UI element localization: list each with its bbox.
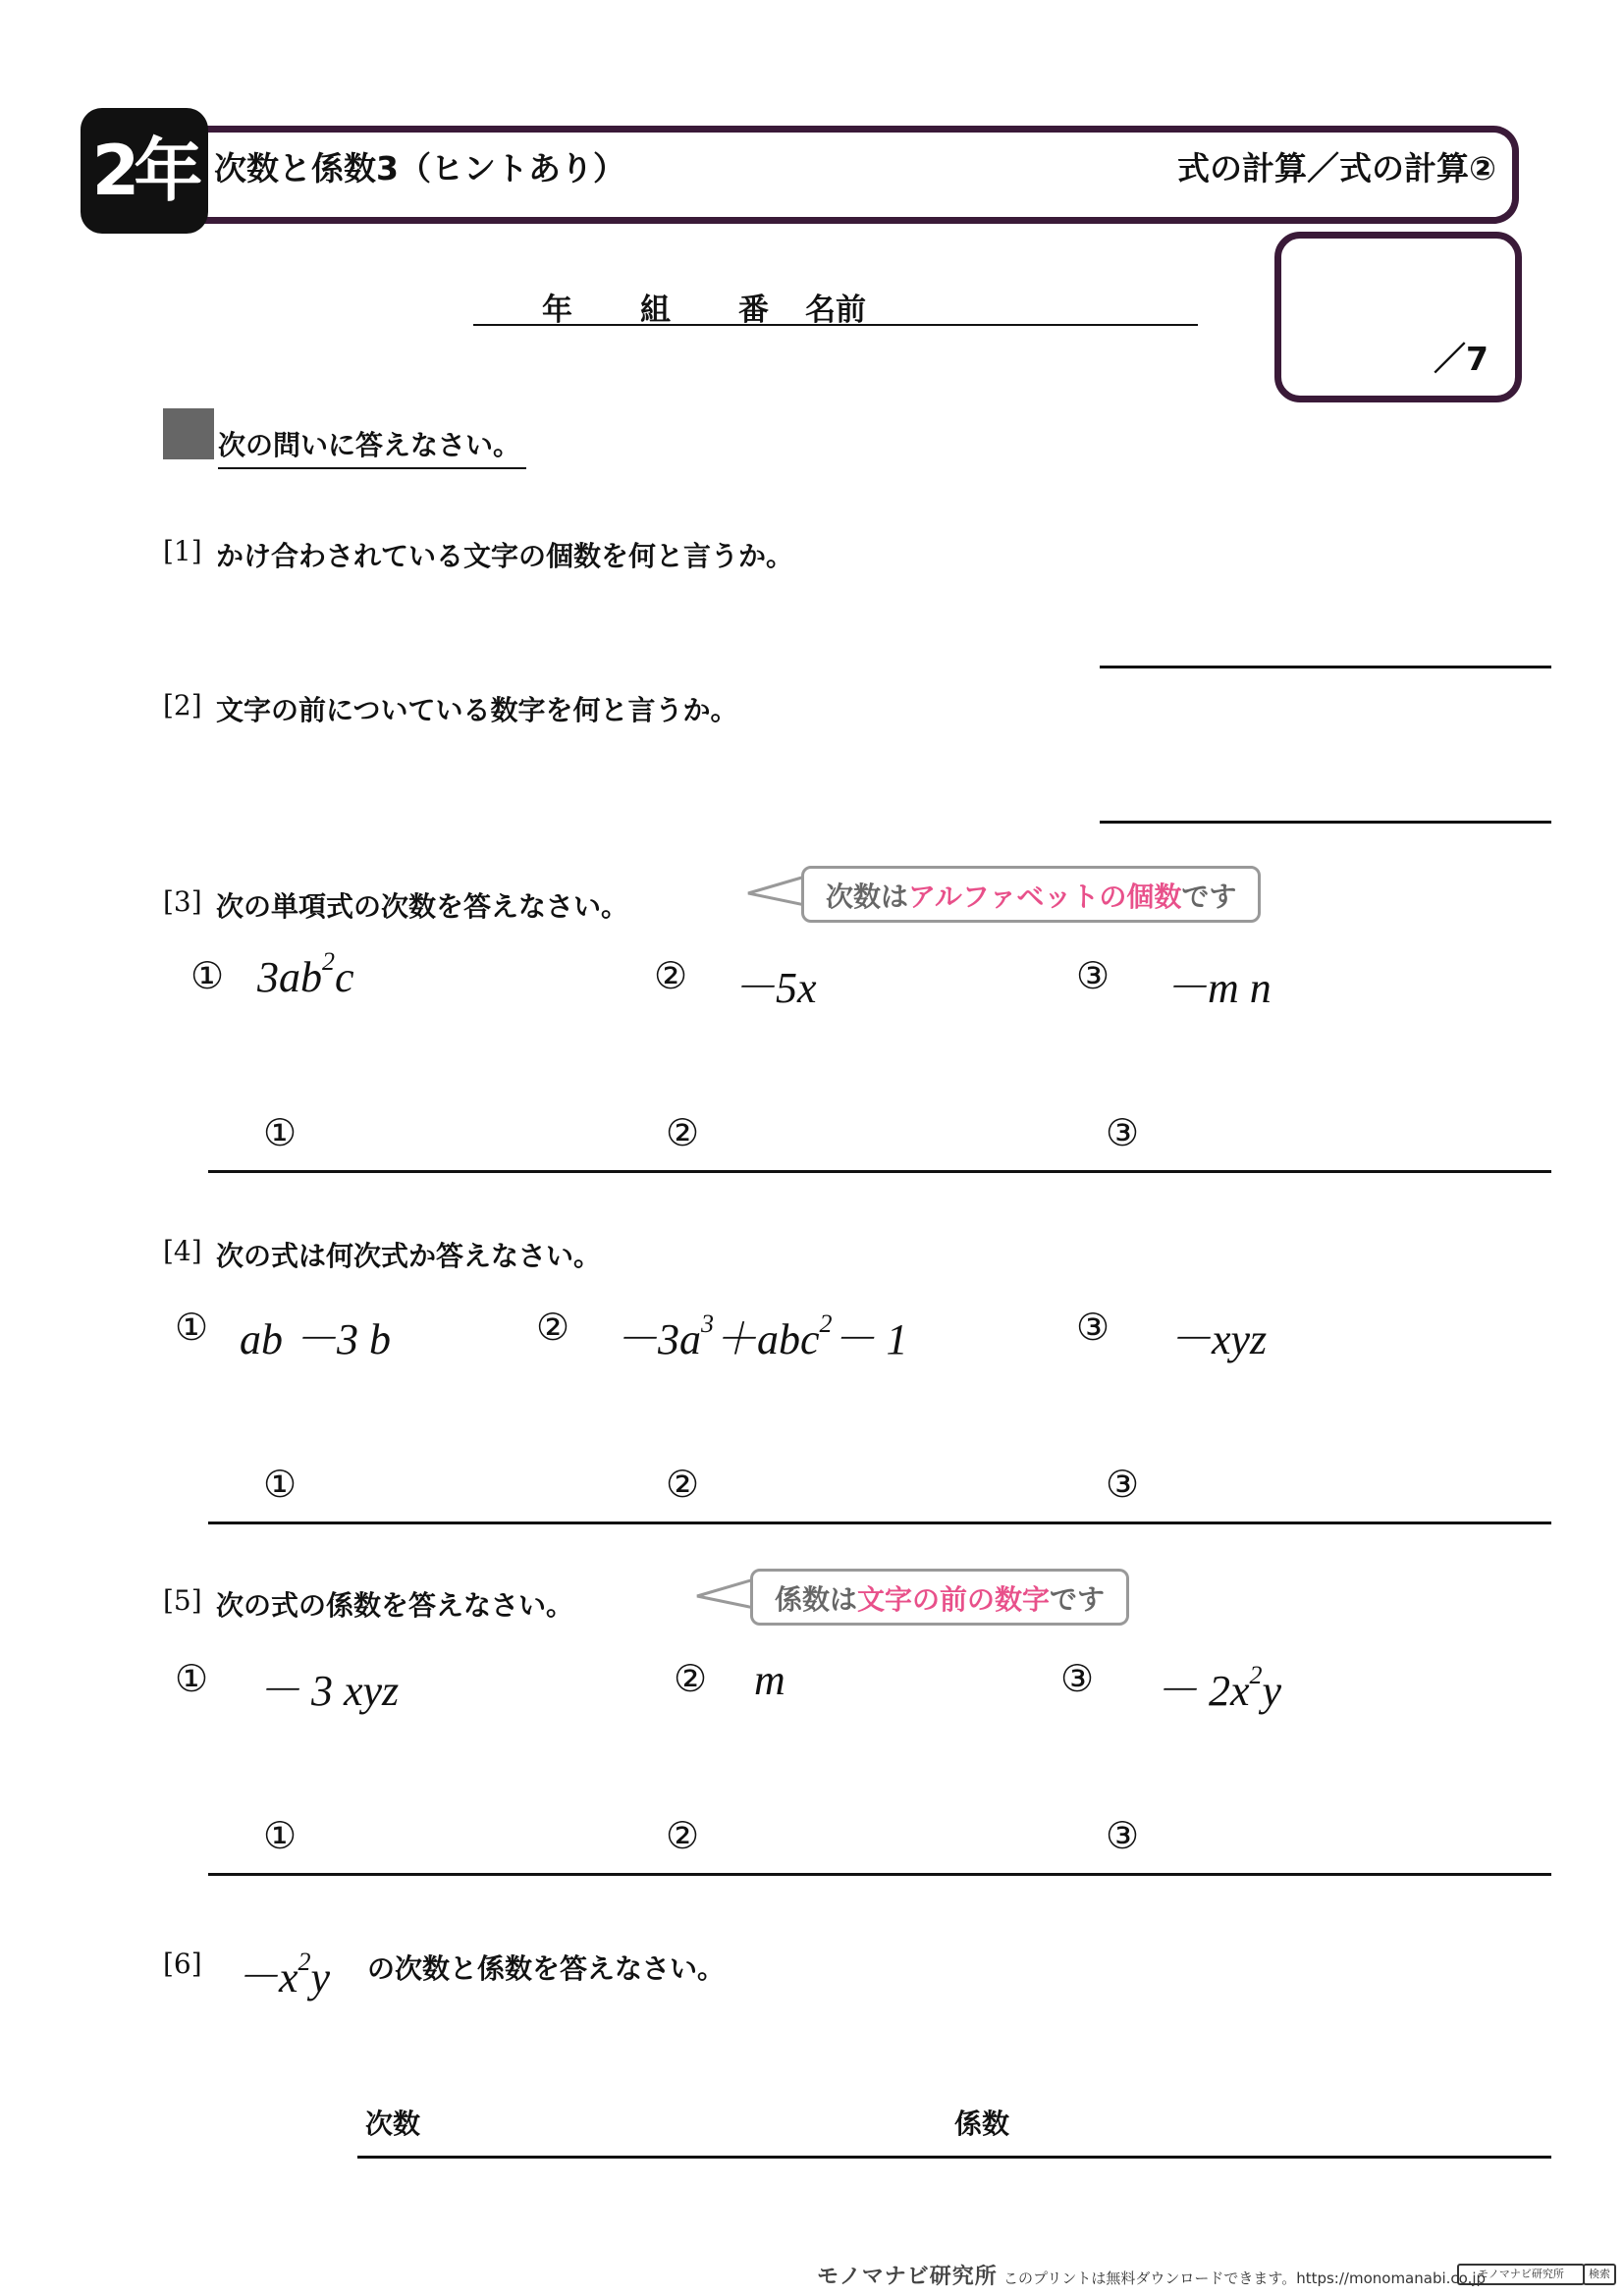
footer-note: このプリントは無料ダウンロードできます。https://monomanabi.co.jp <box>1003 2269 1487 2287</box>
q5-text: 次の式の係数を答えなさい。 <box>216 1589 574 1622</box>
q5-mark-3: ③ <box>1060 1657 1095 1700</box>
q3-expr-1 <box>257 947 354 1002</box>
q6-expr <box>236 1942 330 2004</box>
q5-ans-1[interactable]: ① <box>263 1814 298 1857</box>
worksheet-title: 次数と係数3（ヒントあり） <box>214 149 625 187</box>
q6-coef-label[interactable]: 係数 <box>954 2108 1010 2140</box>
q4-number: [4] <box>163 1235 202 1267</box>
q6-number: [6] <box>163 1948 202 1980</box>
q6-expr-sup: 2 <box>298 1948 311 1976</box>
q4-ans-3[interactable]: ③ <box>1106 1463 1140 1506</box>
q3-hint-a: 次数は <box>826 881 909 913</box>
q4-expr-2-sup2: 2 <box>819 1309 833 1338</box>
q1-number: [1] <box>163 535 202 567</box>
q5-mark-2: ② <box>674 1657 708 1700</box>
q5-hint-b: 文字の前の数字 <box>857 1583 1051 1616</box>
footer-search-button[interactable]: 検索 <box>1583 2264 1616 2285</box>
q4-answer-line <box>208 1522 1551 1524</box>
q6-text: の次数と係数を答えなさい。 <box>367 1952 726 1985</box>
q3-expr-3: －m n <box>1164 964 1272 1012</box>
q1-answer-line[interactable] <box>1100 666 1551 668</box>
hint-pointer <box>746 872 805 911</box>
q5-expr-2: m <box>754 1656 785 1704</box>
q5-ans-2[interactable]: ② <box>666 1814 700 1857</box>
q2-number: [2] <box>163 689 202 721</box>
q2-text: 文字の前についている数字を何と言うか。 <box>216 694 738 726</box>
q5-ans-3[interactable]: ③ <box>1106 1814 1140 1857</box>
q5-hint-a: 係数は <box>775 1583 858 1616</box>
q4-expr-2-sup1: 3 <box>701 1309 714 1338</box>
q4-expr-2-p2: ＋abc <box>714 1315 820 1363</box>
instruction: 次の問いに答えなさい。 <box>218 424 526 469</box>
q4-expr-1: ab －3 b <box>240 1315 391 1363</box>
q3-expr-1-post: c <box>335 953 354 1001</box>
q6-degree-label[interactable]: 次数 <box>365 2108 421 2140</box>
year-label: 年 <box>542 293 572 328</box>
q6-expr-pre: －x <box>236 1953 298 2002</box>
name-label: 名前 <box>805 293 866 328</box>
number-label: 番 <box>738 293 769 328</box>
q4-expr-2-p1: －3a <box>615 1315 701 1363</box>
q4-expr-2-p3: － 1 <box>832 1315 908 1363</box>
score-total: ／7 <box>1434 340 1489 378</box>
q1-text: かけ合わされている文字の個数を何と言うか。 <box>216 540 794 572</box>
section-marker <box>163 408 214 459</box>
unit-label: 式の計算／式の計算② <box>1177 149 1496 187</box>
q3-hint-c: です <box>1181 881 1237 913</box>
q3-hint <box>801 866 1261 923</box>
q3-answer-line <box>208 1170 1551 1173</box>
q5-number: [5] <box>163 1584 202 1617</box>
q4-expr-2 <box>615 1304 908 1366</box>
q4-ans-1[interactable]: ① <box>263 1463 298 1506</box>
footer-search-box[interactable]: モノマナビ研究所 <box>1457 2264 1585 2285</box>
q5-expr-3-post: y <box>1262 1667 1282 1715</box>
q3-expr-1-base: 3ab <box>257 953 322 1001</box>
grade-badge: 2年 <box>81 108 208 234</box>
q2-answer-line[interactable] <box>1100 821 1551 824</box>
q3-mark-3: ③ <box>1076 954 1110 997</box>
q3-hint-b: アルファベットの個数 <box>908 881 1182 913</box>
q3-ans-1[interactable]: ① <box>263 1111 298 1154</box>
q5-mark-1: ① <box>175 1657 209 1700</box>
q3-text: 次の単項式の次数を答えなさい。 <box>216 890 629 923</box>
q3-mark-1: ① <box>190 954 225 997</box>
q3-ans-2[interactable]: ② <box>666 1111 700 1154</box>
q5-expr-3 <box>1155 1655 1281 1718</box>
footer-logo: モノマナビ研究所 <box>817 2265 998 2289</box>
q4-text: 次の式は何次式か答えなさい。 <box>216 1240 602 1272</box>
q3-expr-1-sup: 2 <box>322 947 335 976</box>
q4-expr-3: －xyz <box>1168 1315 1268 1363</box>
q5-hint-c: です <box>1050 1583 1106 1616</box>
q4-ans-2[interactable]: ② <box>666 1463 700 1506</box>
q5-expr-3-sup: 2 <box>1249 1661 1263 1689</box>
q5-expr-1: － 3 xyz <box>257 1667 400 1715</box>
q6-expr-post: y <box>310 1953 331 2002</box>
q4-mark-3: ③ <box>1076 1306 1110 1349</box>
q3-mark-2: ② <box>654 954 688 997</box>
q5-hint <box>750 1569 1129 1626</box>
q3-expr-2: －5x <box>732 964 817 1012</box>
hint-pointer-2 <box>695 1575 754 1614</box>
q4-mark-2: ② <box>536 1306 570 1349</box>
q3-ans-3[interactable]: ③ <box>1106 1111 1140 1154</box>
q5-answer-line <box>208 1873 1551 1876</box>
q4-mark-1: ① <box>175 1306 209 1349</box>
q3-number: [3] <box>163 885 202 918</box>
q5-expr-3-pre: － 2x <box>1155 1667 1250 1715</box>
class-label: 組 <box>640 293 671 328</box>
q6-answer-line <box>357 2156 1551 2159</box>
